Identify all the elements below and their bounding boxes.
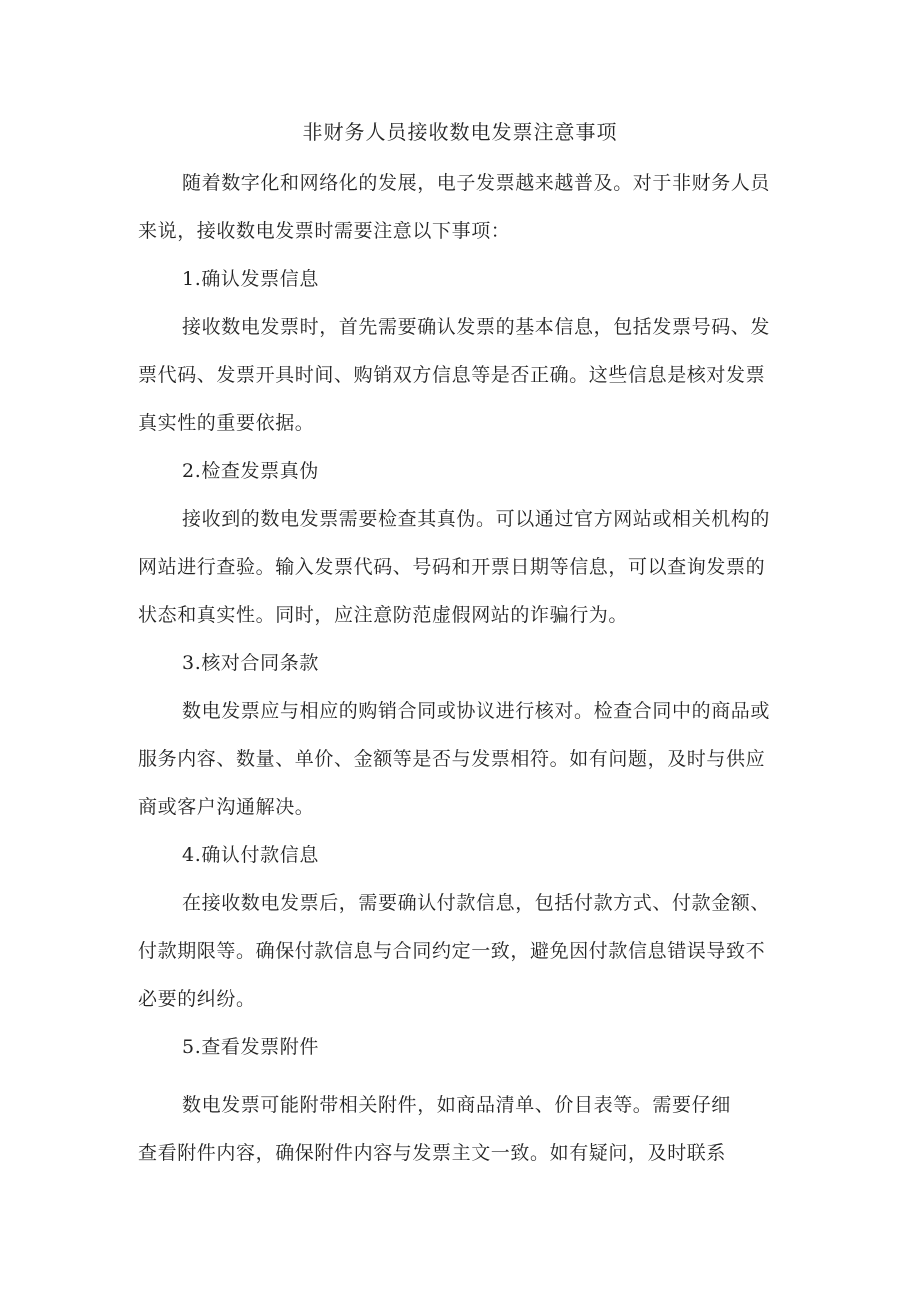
section-heading: 1.确认发票信息 [182,268,319,290]
paragraph-line: 必要的纠纷。 [138,988,256,1010]
section-heading: 2.检查发票真伪 [182,460,319,482]
paragraph-line: 真实性的重要依据。 [138,412,315,434]
intro-line: 来说，接收数电发票时需要注意以下事项： [138,220,511,242]
section-heading: 3.核对合同条款 [182,652,319,674]
paragraph-line: 接收到的数电发票需要检查其真伪。可以通过官方网站或相关机构的 [182,508,771,530]
paragraph-line: 状态和真实性。同时，应注意防范虚假网站的诈骗行为。 [138,604,629,626]
paragraph-line: 服务内容、数量、单价、金额等是否与发票相符。如有问题，及时与供应 [138,748,766,770]
paragraph-line: 商或客户沟通解决。 [138,796,315,818]
paragraph-line: 查看附件内容，确保附件内容与发票主文一致。如有疑问，及时联系 [138,1142,727,1164]
paragraph-line: 数电发票应与相应的购销合同或协议进行核对。检查合同中的商品或 [182,700,771,722]
document-title: 非财务人员接收数电发票注意事项 [302,120,618,144]
intro-line: 随着数字化和网络化的发展，电子发票越来越普及。对于非财务人员 [182,172,771,194]
paragraph-line: 付款期限等。确保付款信息与合同约定一致，避免因付款信息错误导致不 [138,940,766,962]
paragraph-line: 票代码、发票开具时间、购销双方信息等是否正确。这些信息是核对发票 [138,364,766,386]
paragraph-line: 接收数电发票时，首先需要确认发票的基本信息，包括发票号码、发 [182,316,771,338]
paragraph-line: 数电发票可能附带相关附件，如商品清单、价目表等。需要仔细 [182,1094,731,1116]
paragraph-line: 网站进行查验。输入发票代码、号码和开票日期等信息，可以查询发票的 [138,556,766,578]
paragraph-line: 在接收数电发票后，需要确认付款信息，包括付款方式、付款金额、 [182,892,771,914]
section-heading: 4.确认付款信息 [182,844,319,866]
section-heading: 5.查看发票附件 [182,1036,319,1058]
